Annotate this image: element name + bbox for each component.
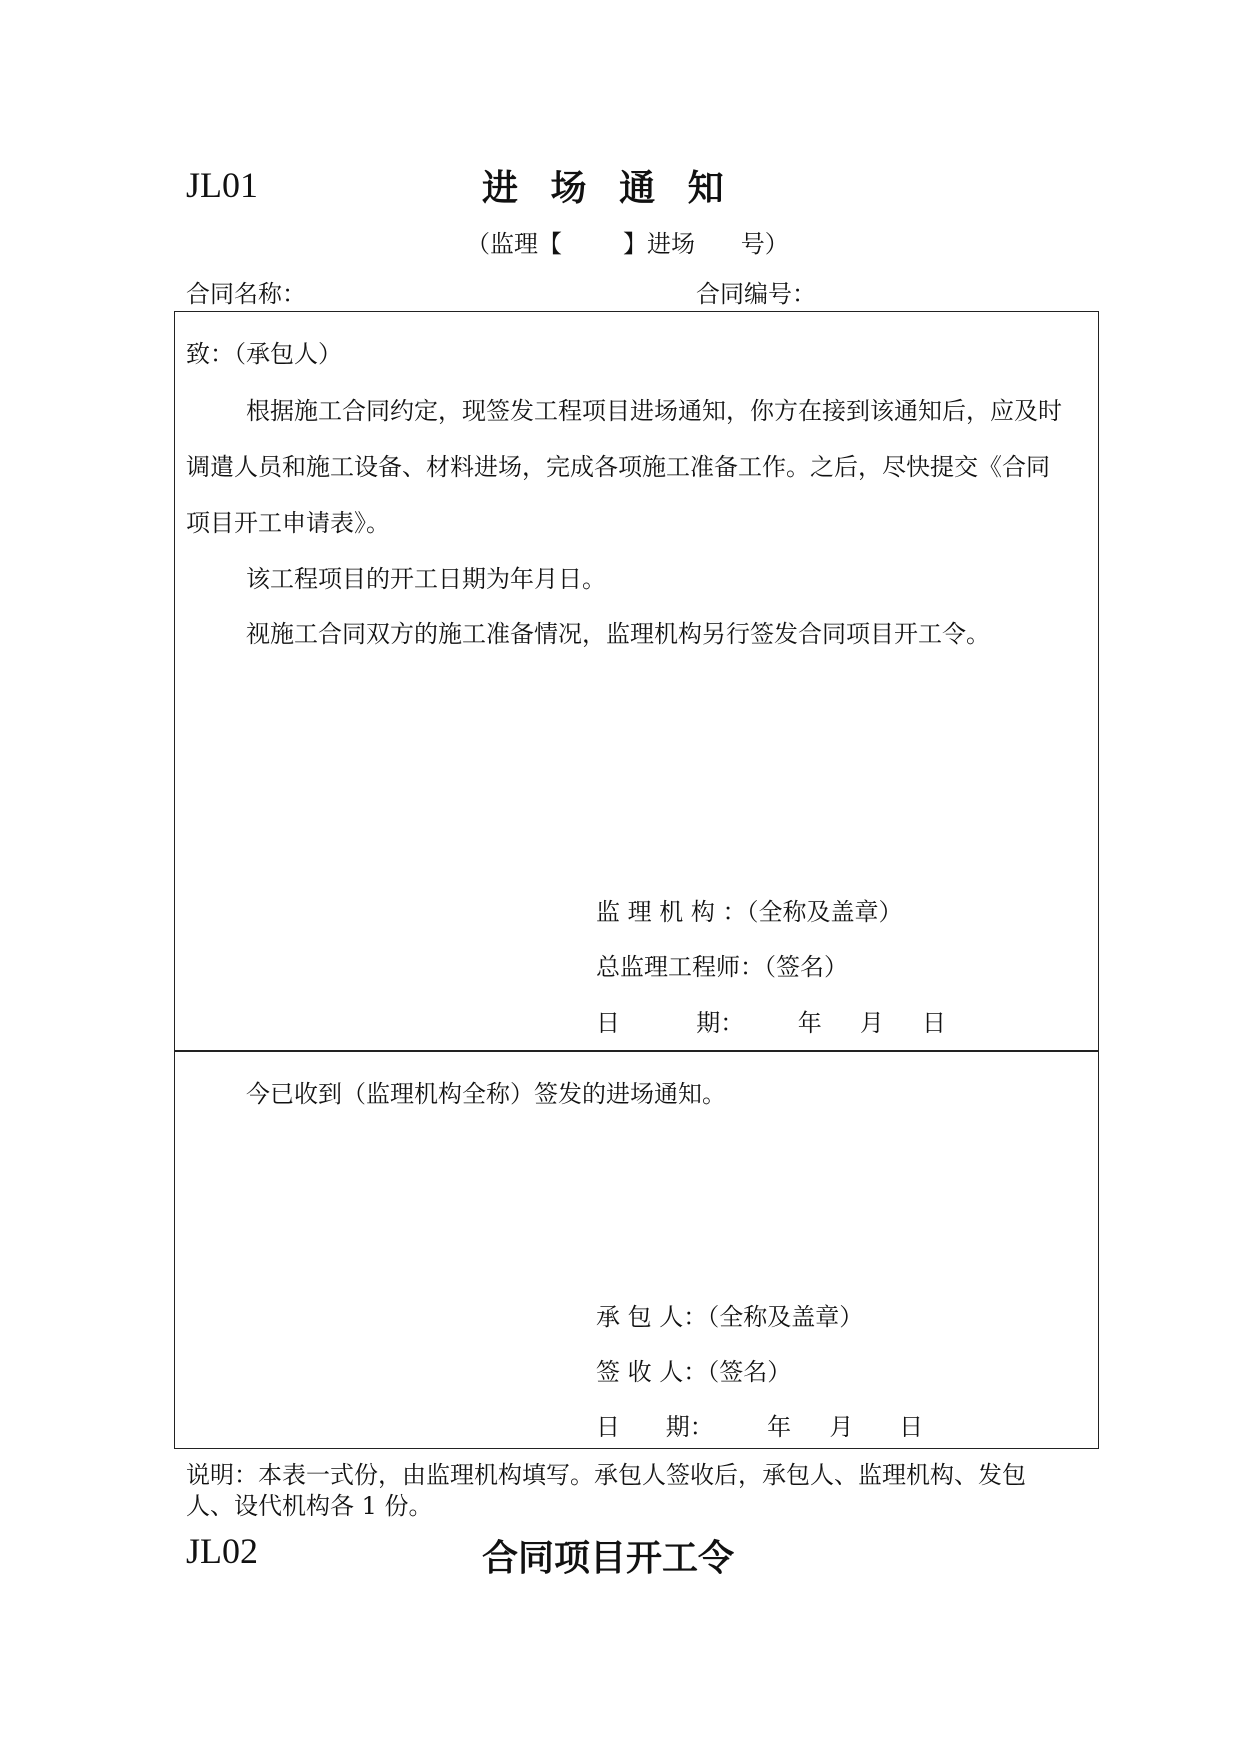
signature-chief-engineer: 总监理工程师：（签名） [596,953,848,981]
body-paragraph-2: 该工程项目的开工日期为年月日。 [246,565,606,593]
signature-contractor: 承 包 人：（全称及盖章） [596,1303,864,1331]
body-paragraph-1-line-3: 项目开工申请表》。 [186,509,390,537]
signature-supervision-org: 监 理 机 构 ：（全称及盖章） [596,898,903,926]
contract-name-label: 合同名称： [186,280,306,308]
note-line-1: 说明：本表一式份，由监理机构填写。承包人签收后，承包人、监理机构、发包 [186,1461,1026,1489]
body-paragraph-1-line-1: 根据施工合同约定，现签发工程项目进场通知，你方在接到该通知后，应及时 [246,397,1062,425]
note-line-2: 人、设代机构各 1 份。 [186,1492,433,1520]
contract-no-label: 合同编号： [696,280,816,308]
recipient-line: 致：（承包人） [186,340,342,368]
form-code: JL01 [186,165,258,205]
signature-date: 日 期： 年 月 日 [596,1009,946,1037]
body-paragraph-3: 视施工合同双方的施工准备情况，监理机构另行签发合同项目开工令。 [246,620,990,648]
form2-code: JL02 [186,1531,258,1571]
body-paragraph-1-line-2: 调遣人员和施工设备、材料进场，完成各项施工准备工作。之后，尽快提交《合同 [186,453,1050,481]
signature-receiver: 签 收 人：（签名） [596,1358,792,1386]
form-title: 进 场 通 知 [482,168,734,209]
signature-date-receipt: 日 期： 年 月 日 [596,1413,924,1441]
form-subtitle: （监理【 】进场 号） [466,230,789,258]
receipt-statement: 今已收到（监理机构全称）签发的进场通知。 [246,1080,726,1108]
receipt-section [174,1050,1099,1449]
form2-title: 合同项目开工令 [482,1538,735,1579]
